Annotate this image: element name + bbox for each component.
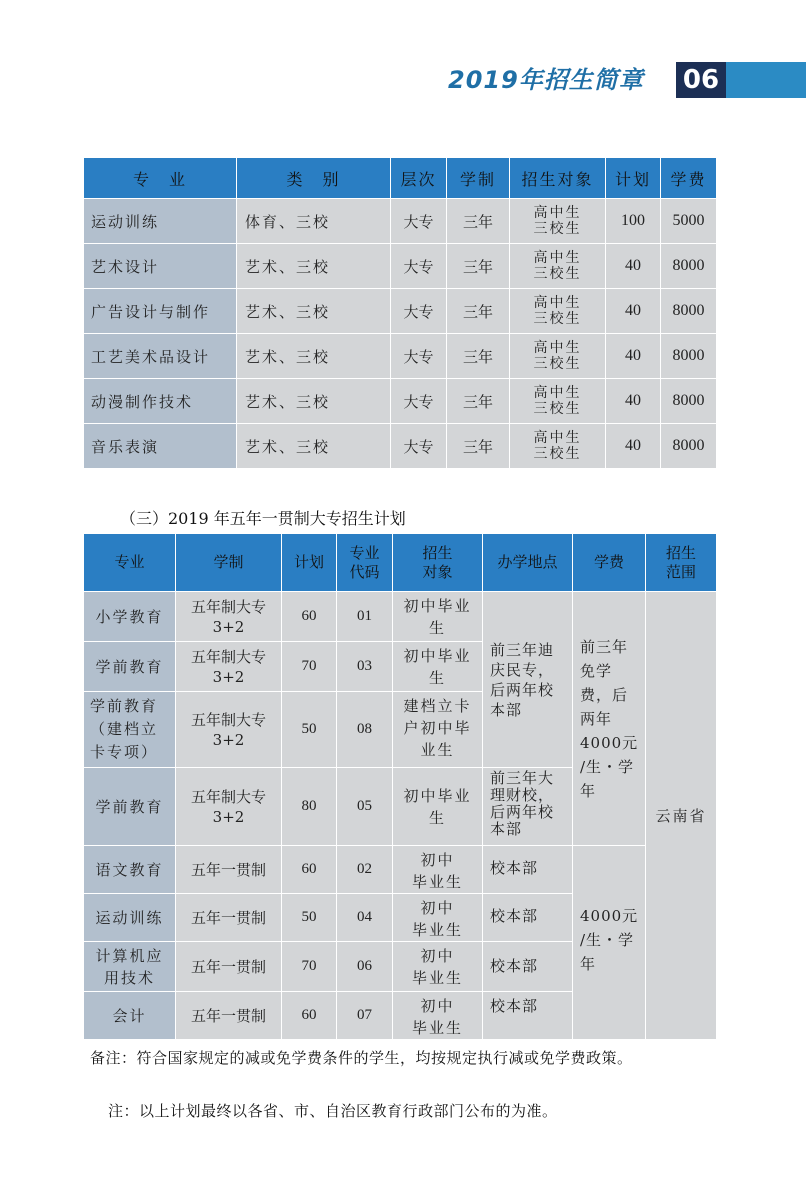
- plan-cell: 40: [606, 334, 661, 379]
- target-cell: 高中生 三校生: [510, 379, 606, 424]
- major-cell: 运动训练: [84, 894, 176, 942]
- header-code: 专业 代码: [337, 534, 393, 592]
- table-row: [84, 199, 717, 244]
- code-cell: 03: [337, 642, 393, 692]
- fee-cell: 8000: [661, 334, 717, 379]
- header-plan: 计划: [282, 534, 337, 592]
- code-cell: 04: [337, 894, 393, 942]
- code-cell: 06: [337, 942, 393, 992]
- major-cell: 语文教育: [84, 846, 176, 894]
- category-cell: 艺术、三校: [237, 289, 391, 334]
- target-cell: 初中毕业 生: [393, 768, 483, 846]
- duration-cell: 五年一贯制: [176, 894, 282, 942]
- plan-cell: 40: [606, 244, 661, 289]
- duration-cell: 五年制大专 3+2: [176, 692, 282, 768]
- category-cell: 艺术、三校: [237, 424, 391, 469]
- target-cell: 初中 毕业生: [393, 894, 483, 942]
- target-cell: 初中 毕业生: [393, 992, 483, 1040]
- target-cell: 高中生 三校生: [510, 199, 606, 244]
- location-cell: 校本部: [483, 992, 573, 1040]
- location-cell: 校本部: [483, 942, 573, 992]
- level-cell: 大专: [391, 199, 447, 244]
- target-cell: 高中生 三校生: [510, 424, 606, 469]
- code-cell: 02: [337, 846, 393, 894]
- major-cell: 会计: [84, 992, 176, 1040]
- code-cell: 07: [337, 992, 393, 1040]
- level-cell: 大专: [391, 289, 447, 334]
- remark-note: 备注：符合国家规定的减或免学费条件的学生，均按规定执行减或免学费政策。: [90, 1049, 633, 1067]
- major-cell: 学前教育: [84, 768, 176, 846]
- duration-cell: 五年一贯制: [176, 846, 282, 894]
- header-location: 办学地点: [483, 534, 573, 592]
- table-row: [84, 289, 717, 334]
- header-category: 类 别: [237, 158, 391, 199]
- major-cell: 计算机应 用技术: [84, 942, 176, 992]
- table-header-row: [84, 158, 717, 199]
- header-duration: 学制: [176, 534, 282, 592]
- table-row: [84, 424, 717, 469]
- duration-cell: 五年制大专 3+2: [176, 642, 282, 692]
- duration-cell: 三年: [447, 334, 510, 379]
- major-cell: 小学教育: [84, 592, 176, 642]
- location-group-dqmz: 前三年迪 庆民专， 后两年校 本部: [483, 592, 573, 768]
- major-cell: 音乐表演: [84, 424, 237, 469]
- plan-cell: 40: [606, 379, 661, 424]
- header-target: 招生对象: [510, 158, 606, 199]
- header-target: 招生 对象: [393, 534, 483, 592]
- major-cell: 广告设计与制作: [84, 289, 237, 334]
- duration-cell: 三年: [447, 289, 510, 334]
- level-cell: 大专: [391, 379, 447, 424]
- level-cell: 大专: [391, 334, 447, 379]
- header-plan: 计划: [606, 158, 661, 199]
- plan-cell: 70: [282, 942, 337, 992]
- code-cell: 08: [337, 692, 393, 768]
- table-row: [84, 592, 717, 642]
- target-cell: 高中生 三校生: [510, 244, 606, 289]
- target-cell: 初中毕业 生: [393, 592, 483, 642]
- plan-cell: 100: [606, 199, 661, 244]
- plan-note: 注：以上计划最终以各省、市、自治区教育行政部门公布的为准。: [108, 1102, 558, 1120]
- duration-cell: 三年: [447, 199, 510, 244]
- fee-cell: 8000: [661, 379, 717, 424]
- target-cell: 高中生 三校生: [510, 334, 606, 379]
- header-fee: 学费: [661, 158, 717, 199]
- category-cell: 艺术、三校: [237, 334, 391, 379]
- brochure-title: 2019年招生简章: [448, 66, 644, 94]
- duration-cell: 三年: [447, 244, 510, 289]
- duration-cell: 五年制大专 3+2: [176, 768, 282, 846]
- plan-cell: 50: [282, 692, 337, 768]
- plan-cell: 60: [282, 592, 337, 642]
- header-duration: 学制: [447, 158, 510, 199]
- table-row: [84, 379, 717, 424]
- location-cell: 校本部: [483, 894, 573, 942]
- plan-cell: 50: [282, 894, 337, 942]
- fee-cell: 8000: [661, 424, 717, 469]
- category-cell: 艺术、三校: [237, 244, 391, 289]
- fee-group-4000: 4000元 /生・学 年: [573, 846, 646, 1040]
- three-year-program-table: [83, 157, 717, 469]
- header-scope: 招生 范围: [646, 534, 717, 592]
- category-cell: 艺术、三校: [237, 379, 391, 424]
- category-cell: 体育、三校: [237, 199, 391, 244]
- page-number: 06: [676, 62, 726, 98]
- duration-cell: 三年: [447, 424, 510, 469]
- duration-cell: 五年一贯制: [176, 942, 282, 992]
- plan-cell: 70: [282, 642, 337, 692]
- section-caption: （三）2019 年五年一贯制大专招生计划: [120, 509, 406, 528]
- plan-cell: 40: [606, 289, 661, 334]
- code-cell: 05: [337, 768, 393, 846]
- target-cell: 初中毕业 生: [393, 642, 483, 692]
- major-cell: 运动训练: [84, 199, 237, 244]
- table-row: [84, 334, 717, 379]
- target-cell: 初中 毕业生: [393, 942, 483, 992]
- location-group-dlcx: 前三年大 理财校， 后两年校 本部: [483, 768, 573, 846]
- major-cell: 学前教育 （建档立 卡专项）: [84, 692, 176, 768]
- header-major: 专 业: [84, 158, 237, 199]
- major-cell: 动漫制作技术: [84, 379, 237, 424]
- level-cell: 大专: [391, 424, 447, 469]
- target-cell: 初中 毕业生: [393, 846, 483, 894]
- plan-cell: 80: [282, 768, 337, 846]
- location-cell: 校本部: [483, 846, 573, 894]
- five-year-program-table: [83, 533, 717, 1040]
- scope-cell: 云南省: [646, 592, 717, 1040]
- table-row: [84, 846, 717, 894]
- plan-cell: 60: [282, 992, 337, 1040]
- major-cell: 工艺美术品设计: [84, 334, 237, 379]
- plan-cell: 60: [282, 846, 337, 894]
- code-cell: 01: [337, 592, 393, 642]
- duration-cell: 五年一贯制: [176, 992, 282, 1040]
- header-major: 专业: [84, 534, 176, 592]
- fee-cell: 8000: [661, 244, 717, 289]
- header-fee: 学费: [573, 534, 646, 592]
- fee-group-first-three-free: 前三年 免学 费，后 两年 4000元 /生・学 年: [573, 592, 646, 846]
- fee-cell: 5000: [661, 199, 717, 244]
- duration-cell: 五年制大专 3+2: [176, 592, 282, 642]
- target-cell: 高中生 三校生: [510, 289, 606, 334]
- level-cell: 大专: [391, 244, 447, 289]
- target-cell: 建档立卡 户初中毕 业生: [393, 692, 483, 768]
- header-level: 层次: [391, 158, 447, 199]
- table-header-row: [84, 534, 717, 592]
- plan-cell: 40: [606, 424, 661, 469]
- table-row: [84, 244, 717, 289]
- major-cell: 艺术设计: [84, 244, 237, 289]
- major-cell: 学前教育: [84, 642, 176, 692]
- fee-cell: 8000: [661, 289, 717, 334]
- duration-cell: 三年: [447, 379, 510, 424]
